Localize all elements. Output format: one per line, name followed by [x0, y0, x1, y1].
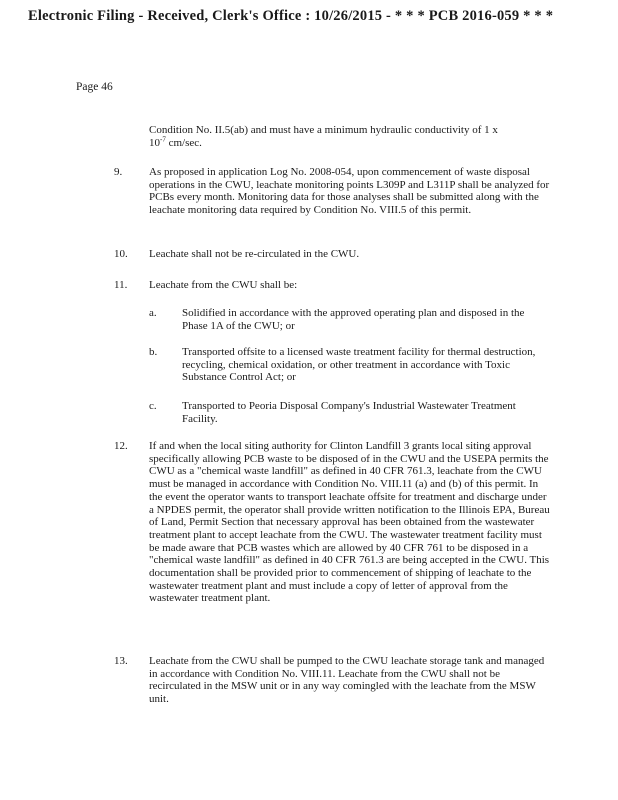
condition-9-number: 9.	[114, 166, 123, 178]
condition-11b-text: Transported offsite to a licensed waste treatment facility for thermal destruction, recycling, chemical oxidation, or other treatment in accordance with Toxic Substance Control Act; or	[182, 346, 536, 384]
condition-11c-text: Transported to Peoria Disposal Company's Industrial Wastewater Treatment Facility.	[182, 400, 516, 425]
condition-12-number: 12.	[114, 440, 128, 452]
condition-13-number: 13.	[114, 655, 128, 667]
condition-11c-letter: c.	[149, 400, 157, 412]
page-number: Page 46	[76, 81, 113, 93]
condition-11-number: 11.	[114, 279, 128, 291]
continuation-line-1: Condition No. II.5(ab) and must have a minimum hydraulic conductivity of 1 x	[149, 124, 498, 136]
condition-11a-text: Solidified in accordance with the approved operating plan and disposed in the Phase 1A of the CWU; or	[182, 307, 525, 332]
condition-10-number: 10.	[114, 248, 128, 260]
condition-11-text: Leachate from the CWU shall be:	[149, 279, 298, 291]
condition-11b-letter: b.	[149, 346, 158, 358]
condition-10-text: Leachate shall not be re-circulated in the CWU.	[149, 248, 360, 260]
continuation-paragraph	[149, 124, 551, 149]
filing-header: Electronic Filing - Received, Clerk's Office : 10/26/2015 - * * * PCB 2016-059 * * *	[28, 8, 554, 24]
condition-12-text: If and when the local siting authority for Clinton Landfill 3 grants local siting approval specifically allowing PCB waste to be disposed of in the CWU and the USEPA permits the CWU as a "chemical waste landfill" as defined in 40 CFR 761.3, leachate from the CWU must be managed in accordance with Condition No. VIII.11 (a) and (b) of this permit. In the event the operator wants to transport leachate offsite for treatment and discharge under a NPDES permit, the operator shall provide written notification to the Illinois EPA, Bureau of Land, Permit Section that necessary approval has been obtained from the wastewater treatment plant to accept leachate from the CWU. The wastewater treatment facility must be made aware that PCB wastes which are allowed by 40 CFR 761 to be disposed in a "chemical waste landfill" as defined in 40 CFR 761.3 are being accepted in the CWU. This documentation shall be provided prior to commencement of shipping of leachate to the wastewater treatment plant and must include a copy of letter of approval from the wastewater treatment plant.	[149, 440, 550, 605]
condition-11a-letter: a.	[149, 307, 157, 319]
continuation-line-2: $10^{-7}$ cm/sec.	[149, 135, 202, 149]
condition-13-text: Leachate from the CWU shall be pumped to the CWU leachate storage tank and managed in accordance with Condition No. VIII.11. Leachate from the CWU shall not be recirculated in the MSW unit or in any way comingled with the leachate from the MSW unit.	[149, 655, 545, 706]
condition-9-text: As proposed in application Log No. 2008-054, upon commencement of waste disposal operations in the CWU, leachate monitoring points L309P and L311P shall be analyzed for PCBs every month. Monitoring data for those analyses shall be submitted along with the leachate monitoring data required by Condition No. VIII.5 of this permit.	[149, 166, 550, 217]
